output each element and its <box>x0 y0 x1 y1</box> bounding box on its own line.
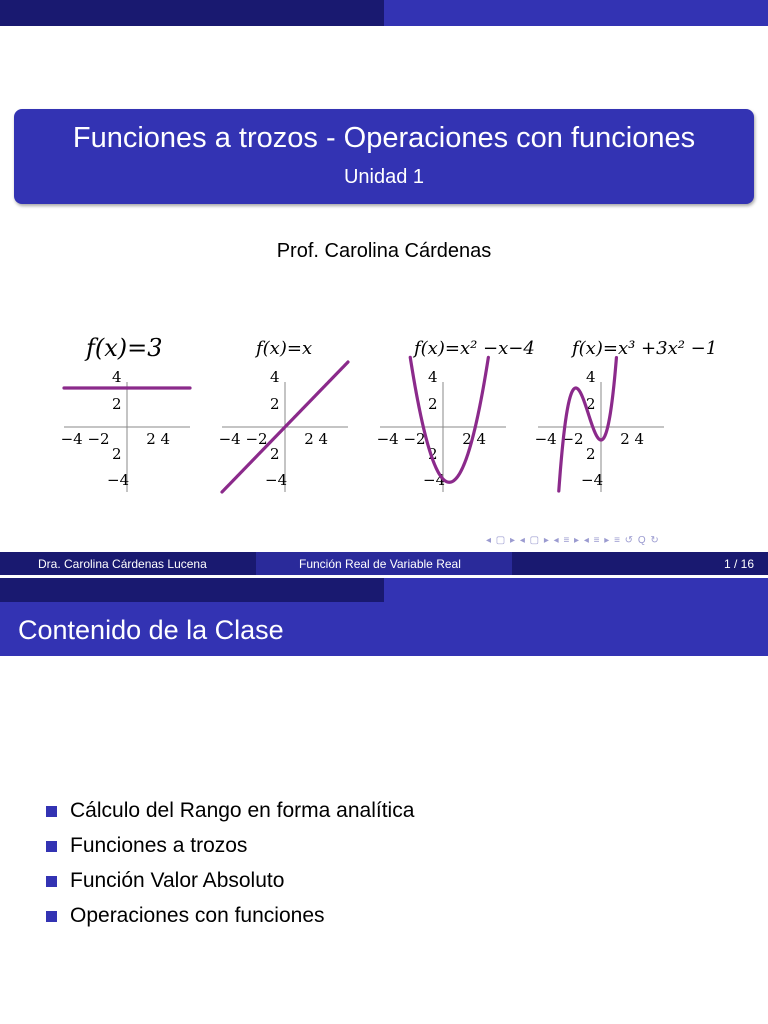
tick-label-y-neg4: −4 <box>107 471 130 489</box>
slide-2 <box>0 578 768 1024</box>
function-label: f(x)=x³ +3x² −1 <box>572 338 718 359</box>
tick-label-y4: 4 <box>428 368 438 386</box>
tick-label-y-neg2: 2 <box>428 445 438 463</box>
tick-label-y-neg4: −4 <box>423 471 446 489</box>
tick-label-y2: 2 <box>586 395 596 413</box>
footer <box>0 552 768 575</box>
header-bar-2-right <box>384 578 768 602</box>
function-label: f(x)=3 <box>86 334 163 362</box>
tick-label-x-neg: −4 −2 <box>218 430 268 448</box>
tick-label-x-pos: 2 4 <box>146 430 171 448</box>
bullet-square-icon <box>46 876 57 887</box>
header-bar-left <box>0 0 384 26</box>
list-item: Función Valor Absoluto <box>44 868 414 903</box>
footer-title: Función Real de Variable Real <box>299 557 461 571</box>
presentation-subtitle: Unidad 1 <box>343 166 425 188</box>
tick-label-x-pos: 2 4 <box>462 430 487 448</box>
tick-label-x-neg: −4 −2 <box>60 430 110 448</box>
tick-label-y2: 2 <box>270 395 280 413</box>
header-bar <box>0 0 768 26</box>
tick-label-x-pos: 2 4 <box>620 430 645 448</box>
tick-label-x-pos: 2 4 <box>304 430 329 448</box>
function-curve <box>410 357 488 482</box>
footer-author-panel <box>0 552 256 575</box>
function-graphs <box>0 330 768 500</box>
tick-label-y4: 4 <box>586 368 596 386</box>
bullet-square-icon <box>46 806 57 817</box>
function-label: f(x)=x <box>256 338 313 359</box>
tick-label-y4: 4 <box>270 368 280 386</box>
footer-author: Dra. Carolina Cárdenas Lucena <box>38 557 207 571</box>
author: Prof. Carolina Cárdenas <box>276 240 492 262</box>
tick-label-x-neg: −4 −2 <box>376 430 426 448</box>
tick-label-y2: 2 <box>428 395 438 413</box>
navigation-symbols[interactable]: ◂ ▢ ▸ ◂ ▢ ▸ ◂ ≡ ▸ ◂ ≡ ▸ ≡ ↺ Q ↻ <box>486 535 660 546</box>
title-block <box>14 109 754 204</box>
frame-title-bar <box>0 602 768 656</box>
footer-title-panel <box>256 552 512 575</box>
list-item: Cálculo del Rango en forma analítica <box>44 798 414 833</box>
frame-title: Contenido de la Clase <box>18 615 284 645</box>
graph-constant <box>61 334 190 492</box>
list-item: Operaciones con funciones <box>44 903 414 938</box>
tick-label-y-neg2: 2 <box>586 445 596 463</box>
header-bar-2 <box>0 578 768 602</box>
graph-cubic <box>535 338 718 492</box>
footer-page-number: 1 / 16 <box>723 557 754 571</box>
tick-label-y-neg4: −4 <box>265 471 288 489</box>
graph-identity <box>219 338 348 492</box>
tick-label-x-neg: −4 −2 <box>534 430 584 448</box>
footer-page-panel <box>512 552 768 575</box>
tick-label-y-neg2: 2 <box>270 445 280 463</box>
bullet-square-icon <box>46 911 57 922</box>
tick-label-y-neg4: −4 <box>581 471 604 489</box>
tick-label-y4: 4 <box>112 368 122 386</box>
header-bar-2-left <box>0 578 384 602</box>
header-bar-right <box>384 0 768 26</box>
tick-label-y-neg2: 2 <box>112 445 122 463</box>
presentation-title: Funciones a trozos - Operaciones con funciones <box>72 122 696 154</box>
content-list <box>44 798 414 938</box>
tick-label-y2: 2 <box>112 395 122 413</box>
function-label: f(x)=x² −x−4 <box>414 338 535 359</box>
list-item: Funciones a trozos <box>44 833 414 868</box>
bullet-square-icon <box>46 841 57 852</box>
graph-quadratic <box>377 338 535 492</box>
